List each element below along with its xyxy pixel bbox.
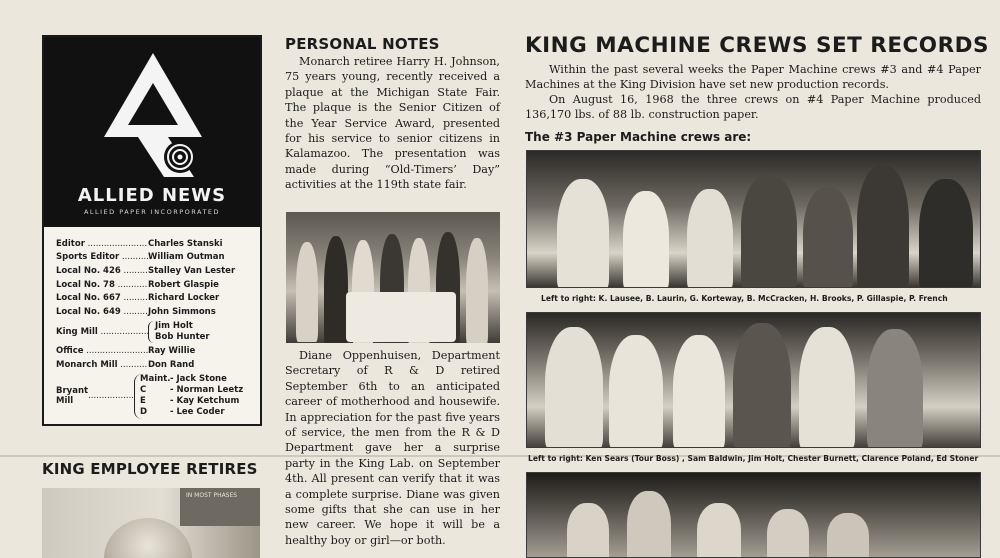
staff-row-bryant-mill: Bryant Mill ..... Maint. - Jack Stone C - Norman Leetz E - Kay Ketchum D - Lee Coder xyxy=(56,374,256,419)
staff-row-king-mill: King Mill ..... Jim Holt Bob Hunter xyxy=(56,319,256,345)
staff-row: Local No. 649 ..... John Simmons xyxy=(56,305,256,319)
staff-list xyxy=(56,237,256,419)
masthead-box xyxy=(42,35,262,426)
staff-row: Editor ..... Charles Stanski xyxy=(56,237,256,251)
crews-production-paragraph: On August 16, 1968 the three crews on #4 Paper Machine produced 136,170 lbs. of 88 lb. construction paper. xyxy=(525,93,981,122)
johnson-paragraph: Monarch retiree Harry H. Johnson, 75 years young, recently received a plaque at the Michigan State Fair. The plaque is the Senior Citizen of the Year Service Award, presented for his service to senior citizens in Kalamazoo. The presentation was made during “Old-Timers’ Day” activities at the 119th state fair. xyxy=(285,55,500,192)
bryant-mill-list: Maint. - Jack Stone C - Norman Leetz E - Kay Ketchum D - Lee Coder xyxy=(134,374,243,419)
staff-row: Local No. 426 ..... Stalley Van Lester xyxy=(56,264,256,278)
crew-photo-1-caption: Left to right: K. Lausee, B. Laurin, G. Korteway, B. McCracken, H. Brooks, P. Gillaspie, P. French xyxy=(541,294,948,303)
crew-photo-2 xyxy=(526,312,981,448)
logo-block xyxy=(44,37,260,227)
crew-photo-1 xyxy=(526,150,981,288)
staff-row-monarch: Monarch Mill ..... Don Rand xyxy=(56,358,256,372)
newsletter-subtitle: ALLIED PAPER INCORPORATED xyxy=(83,208,221,216)
staff-row: Local No. 78 ..... Robert Glaspie xyxy=(56,278,256,292)
staff-row-office: Office ..... Ray Willie xyxy=(56,345,256,359)
personal-notes-section xyxy=(285,35,500,53)
crews-headline: KING MACHINE CREWS SET RECORDS xyxy=(525,33,989,58)
allied-logo-icon xyxy=(98,49,208,181)
oppenhuisen-paragraph: Diane Oppenhuisen, Department Secretary of R & D retired September 6th to an anticipated career of motherhood and housewife. In appreciation for the past five years of service, the men from the R & D Department gave her a surprise party in the King Lab. on September 4th. All present can verify that it was a complete surprise. Diane was given some gifts that she can use in her new career. We hope it will be a healthy boy or girl—or both. xyxy=(285,349,500,547)
newsletter-title: ALLIED NEWS xyxy=(77,185,227,206)
photo-inset-text: IN MOST PHASES xyxy=(180,488,260,526)
retires-headline: KING EMPLOYEE RETIRES xyxy=(42,460,258,478)
crew-photo-3 xyxy=(526,472,981,558)
personal-notes-headline: PERSONAL NOTES xyxy=(285,35,440,53)
crews-subheading: The #3 Paper Machine crews are: xyxy=(525,130,752,144)
staff-row: Local No. 667 ..... Richard Locker xyxy=(56,291,256,305)
crews-intro-paragraph: Within the past several weeks the Paper Machine crews #3 and #4 Paper Machines at the King Division have set new production records. xyxy=(525,63,981,92)
retiree-photo xyxy=(42,488,260,558)
staff-row: Sports Editor ..... William Outman xyxy=(56,251,256,265)
retiree-portrait xyxy=(104,518,192,558)
retirement-party-photo xyxy=(286,212,500,343)
crew-photo-2-caption: Left to right: Ken Sears (Tour Boss) , Sam Baldwin, Jim Holt, Chester Burnett, Clarence Poland, Ed Stoner xyxy=(528,454,979,463)
